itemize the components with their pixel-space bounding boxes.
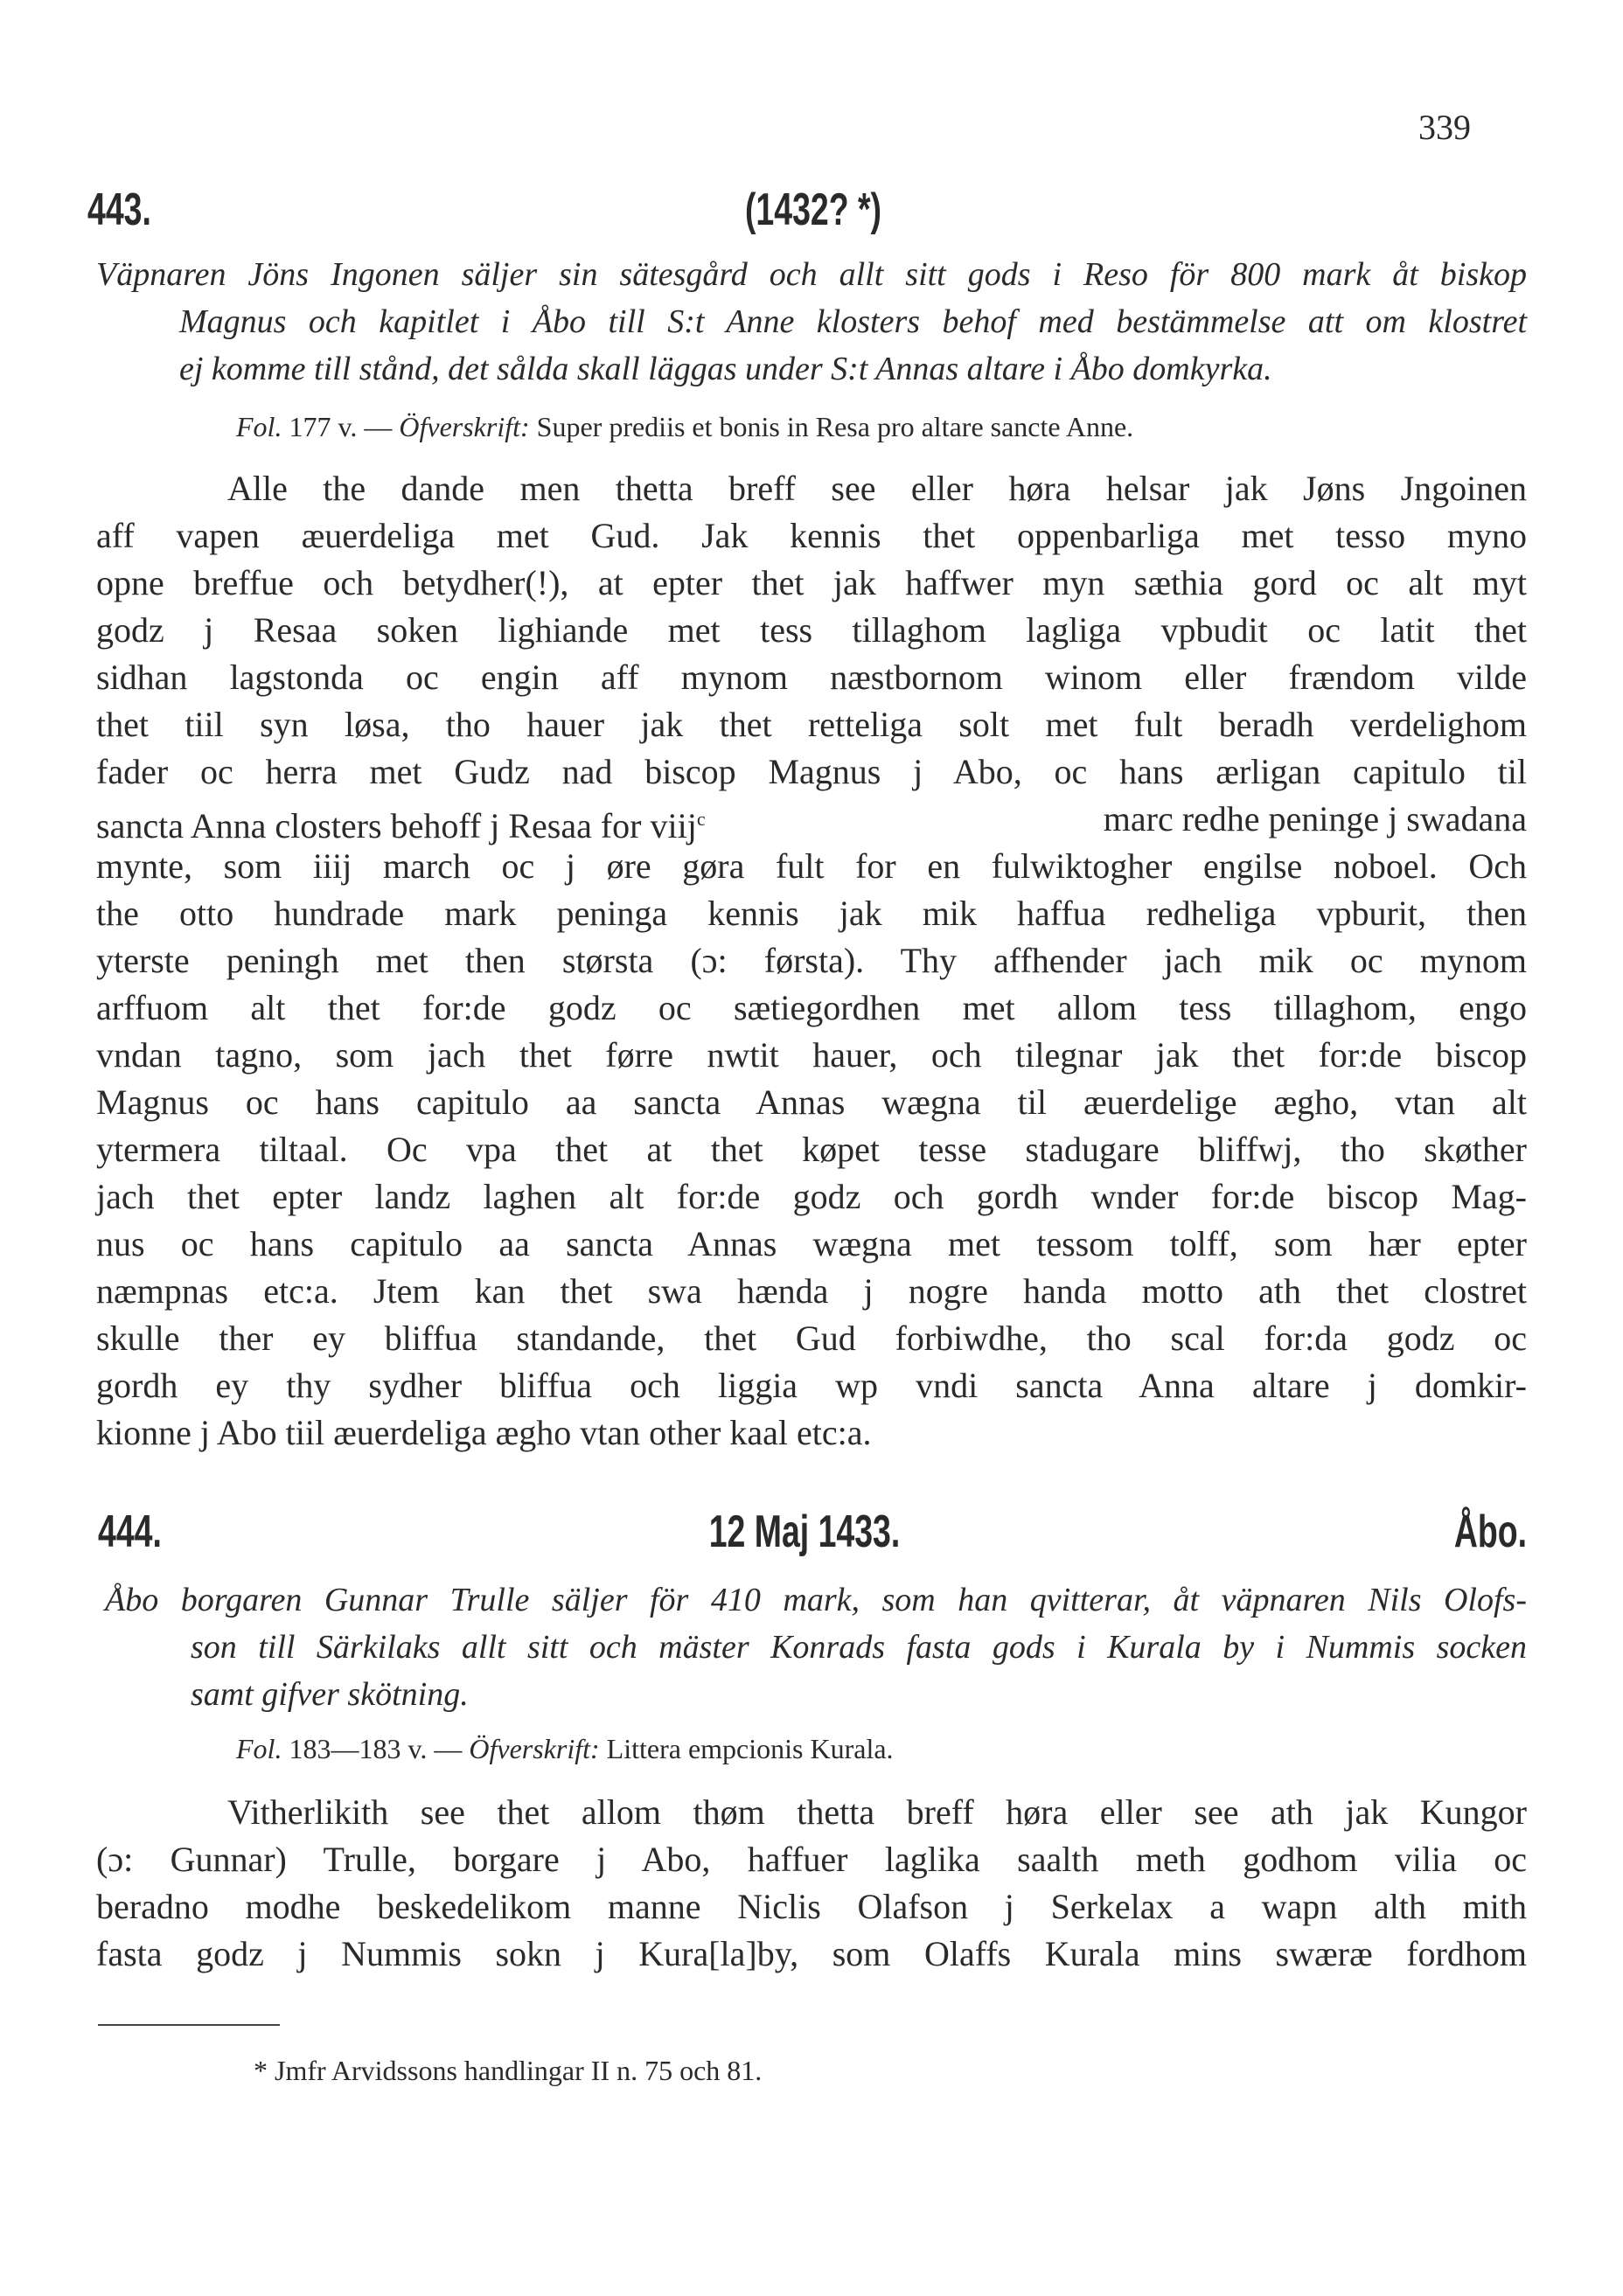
text-line: mynte, som iiij march oc j øre gøra fult for en fulwiktogher engilse noboel. Och: [96, 846, 1527, 886]
text-line: fader oc herra met Gudz nad biscop Magnus j Abo, oc hans ærligan capitulo til: [96, 752, 1527, 791]
folio-value: 183—183 v. —: [289, 1733, 463, 1764]
document-number: 443.: [87, 184, 151, 235]
text-line: aff vapen æuerdeliga met Gud. Jak kennis thet oppenbarliga met tesso myno: [96, 516, 1527, 555]
text-segment: marc redhe peninge j swadana: [1103, 799, 1527, 838]
footnote-divider: [98, 2024, 280, 2026]
footnote: * Jmfr Arvidssons handlingar II n. 75 och 81.: [254, 2055, 763, 2086]
text-line: nus oc hans capitulo aa sancta Annas wægna met tessom tolff, som hær epter: [96, 1224, 1527, 1263]
folio-value: 177 v. —: [289, 411, 393, 442]
text-line: vndan tagno, som jach thet førre nwtit hauer, och tilegnar jak thet for:de biscop: [96, 1035, 1527, 1075]
heading-text: Littera empcionis Kurala.: [606, 1733, 894, 1764]
text-line: Alle the dande men thetta breff see eller høra helsar jak Jøns Jngoinen: [227, 469, 1527, 508]
text-segment: [96, 796, 706, 843]
folio-reference: [236, 1733, 894, 1765]
text-line: jach thet epter landz laghen alt for:de godz och gordh wnder for:de biscop Mag-: [96, 1177, 1527, 1216]
text-line: fasta godz j Nummis sokn j Kura[la]by, som Olaffs Kurala mins swæræ fordhom: [96, 1934, 1527, 1973]
text-line: the otto hundrade mark peninga kennis jak mik haffua redheliga vpburit, then: [96, 894, 1527, 933]
folio-reference: [236, 411, 1133, 443]
document-place: Åbo.: [1453, 1506, 1527, 1557]
summary-line: Väpnaren Jöns Ingonen säljer sin sätesgård och allt sitt gods i Reso för 800 mark åt biskop: [96, 256, 1527, 293]
text-line: godz j Resaa soken lighiande met tess tillaghom lagliga vpbudit oc latit thet: [96, 610, 1527, 650]
text-line: arffuom alt thet for:de godz oc sætiegordhen met allom tess tillaghom, engo: [96, 988, 1527, 1027]
summary-line: ej komme till stånd, det sålda skall läggas under S:t Annas altare i Åbo domkyrka.: [179, 351, 1272, 387]
superscript: c: [696, 808, 706, 830]
folio-label: Fol.: [236, 1733, 282, 1764]
text-line: yterste peningh met then størsta (ɔ: førsta). Thy affhender jach mik oc mynom: [96, 941, 1527, 980]
text-line: gordh ey thy sydher bliffua och liggia wp vndi sancta Anna altare j domkir-: [96, 1366, 1527, 1405]
summary-line: samt gifver skötning.: [191, 1676, 469, 1713]
folio-label: Fol.: [236, 411, 282, 442]
text-line: ytermera tiltaal. Oc vpa thet at thet køpet tesse stadugare bliffwj, tho skøther: [96, 1130, 1527, 1169]
heading-text: Super prediis et bonis in Resa pro altare sancte Anne.: [536, 411, 1134, 442]
document-date: 12 Maj 1433.: [708, 1506, 901, 1557]
text-line: [96, 796, 1527, 843]
document-date: (1432? *): [744, 184, 882, 235]
text-segment-part: sancta Anna closters behoff j Resaa for viij: [96, 806, 697, 845]
page-number: 339: [1418, 108, 1471, 147]
document-number: 444.: [98, 1506, 162, 1557]
text-line: kionne j Abo tiil æuerdeliga ægho vtan other kaal etc:a.: [96, 1413, 872, 1452]
document-text: [96, 465, 1527, 1457]
text-line: næmpnas etc:a. Jtem kan thet swa hænda j nogre handa motto ath thet clostret: [96, 1271, 1527, 1311]
summary-line: Magnus och kapitlet i Åbo till S:t Anne klosters behof med bestämmelse att om klostret: [179, 303, 1527, 340]
summary-line: son till Särkilaks allt sitt och mäster Konrads fasta gods i Kurala by i Nummis socken: [191, 1629, 1527, 1666]
text-line: skulle ther ey bliffua standande, thet Gud forbiwdhe, tho scal for:da godz oc: [96, 1318, 1527, 1358]
heading-label: Öfverskrift:: [399, 411, 530, 442]
text-line: (ɔ: Gunnar) Trulle, borgare j Abo, haffuer laglika saalth meth godhom vilia oc: [96, 1840, 1527, 1879]
heading-label: Öfverskrift:: [469, 1733, 600, 1764]
document-text: [96, 1789, 1527, 1978]
text-line: beradno modhe beskedelikom manne Niclis Olafson j Serkelax a wapn alth mith: [96, 1887, 1527, 1926]
text-line: sidhan lagstonda oc engin aff mynom næstbornom winom eller frændom vilde: [96, 657, 1527, 697]
text-line: Vitherlikith see thet allom thøm thetta breff høra eller see ath jak Kungor: [227, 1792, 1527, 1832]
text-line: opne breffue och betydher(!), at epter thet jak haffwer myn sæthia gord oc alt myt: [96, 563, 1527, 602]
text-line: Magnus oc hans capitulo aa sancta Annas wægna til æuerdelige ægho, vtan alt: [96, 1082, 1527, 1122]
text-line: thet tiil syn løsa, tho hauer jak thet retteliga solt met fult beradh verdelighom: [96, 705, 1527, 744]
summary-line: Åbo borgaren Gunnar Trulle säljer för 410 mark, som han qvitterar, åt väpnaren Nils Olofs-: [105, 1582, 1527, 1618]
